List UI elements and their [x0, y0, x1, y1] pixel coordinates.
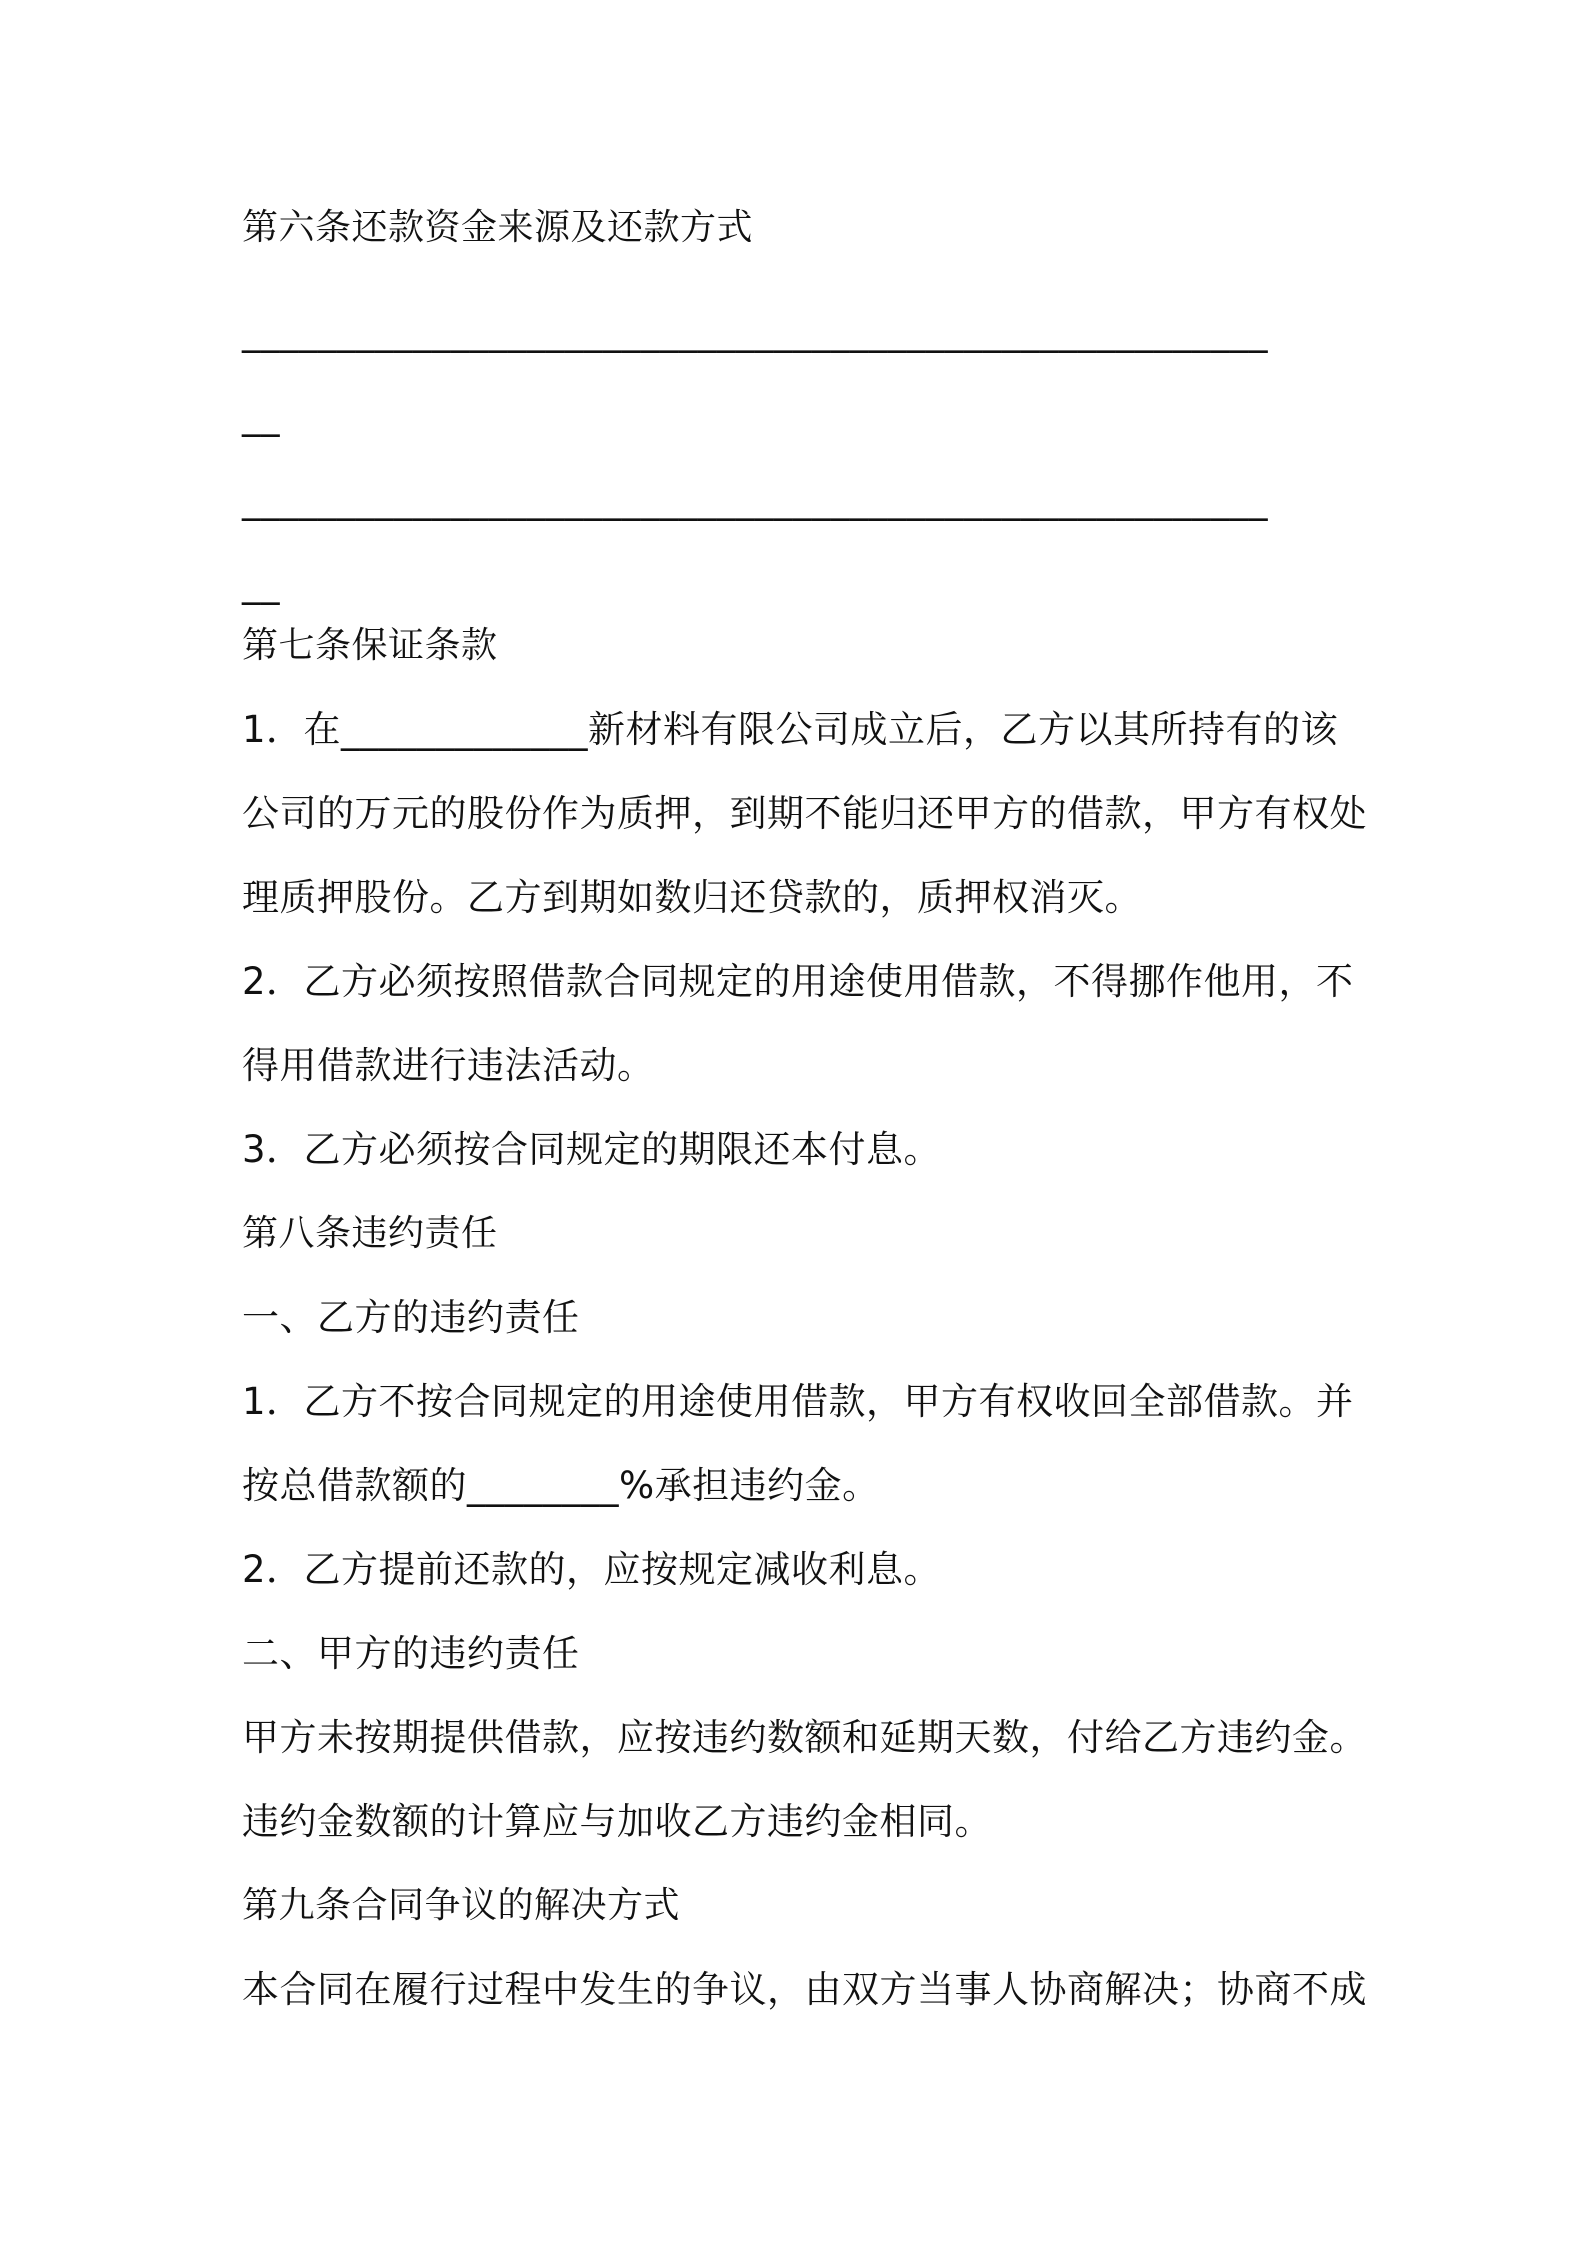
paragraph-line: 1．在_____________新材料有限公司成立后，乙方以其所持有的该 [242, 708, 1339, 751]
paragraph-line: 2．乙方必须按照借款合同规定的用途使用借款，不得挪作他用，不 [242, 960, 1354, 1003]
paragraph-line: 得用借款进行违法活动。 [242, 1044, 655, 1087]
paragraph-line: 2．乙方提前还款的，应按规定减收利息。 [242, 1548, 942, 1591]
paragraph-line: 理质押股份。乙方到期如数归还贷款的，质押权消灭。 [242, 876, 1142, 919]
paragraph-line: 1．乙方不按合同规定的用途使用借款，甲方有权收回全部借款。并 [242, 1380, 1354, 1423]
blank-line-2: ______________________________________________________ [242, 478, 1268, 521]
paragraph-line: 公司的万元的股份作为质押，到期不能归还甲方的借款，甲方有权处 [242, 792, 1367, 835]
article-8-heading: 第八条违约责任 [242, 1213, 498, 1254]
paragraph-line: 按总借款额的________%承担违约金。 [242, 1464, 880, 1507]
paragraph-line: 违约金数额的计算应与加收乙方违约金相同。 [242, 1800, 992, 1843]
blank-line-2-tail: __ [242, 562, 280, 605]
article-6-heading: 第六条还款资金来源及还款方式 [242, 207, 754, 248]
blank-line-1: ______________________________________________________ [242, 310, 1268, 353]
section-heading: 二、甲方的违约责任 [242, 1632, 580, 1675]
paragraph-line: 本合同在履行过程中发生的争议，由双方当事人协商解决；协商不成 [242, 1968, 1367, 2011]
article-9-heading: 第九条合同争议的解决方式 [242, 1885, 681, 1926]
blank-line-1-tail: __ [242, 394, 280, 437]
section-heading: 一、乙方的违约责任 [242, 1296, 580, 1339]
article-7-heading: 第七条保证条款 [242, 625, 498, 666]
paragraph-line: 甲方未按期提供借款，应按违约数额和延期天数，付给乙方违约金。 [242, 1716, 1367, 1759]
paragraph-line: 3．乙方必须按合同规定的期限还本付息。 [242, 1128, 942, 1171]
